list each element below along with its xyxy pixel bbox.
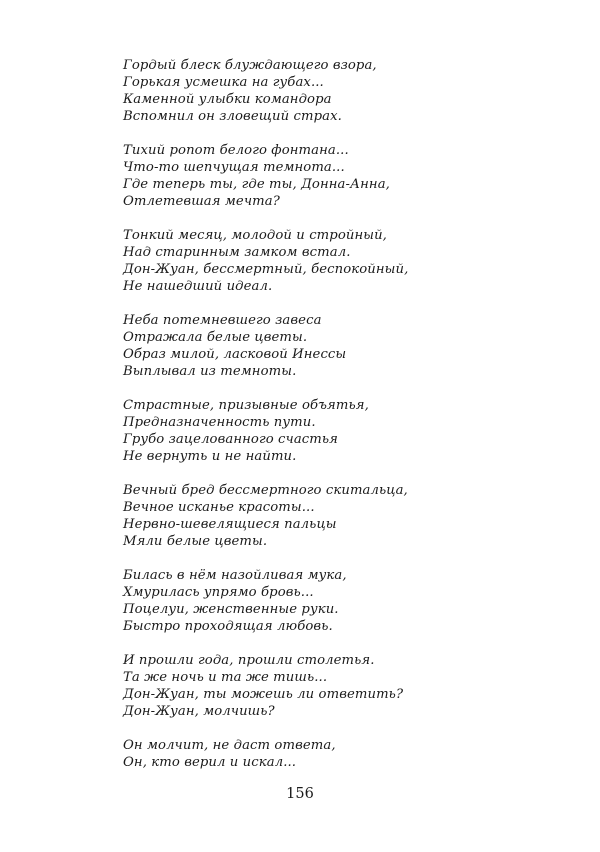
stanza-6 bbox=[123, 482, 563, 550]
poem-line: Билась в нём назойливая мука, bbox=[123, 568, 347, 583]
stanza-8 bbox=[123, 652, 563, 720]
poem-line: И прошли года, прошли столетья. bbox=[123, 653, 375, 668]
poem-line: Вечное исканье красоты... bbox=[123, 500, 315, 515]
poem-line: Где теперь ты, где ты, Донна-Анна, bbox=[123, 177, 390, 192]
poem bbox=[123, 57, 563, 771]
stanza-7 bbox=[123, 567, 563, 635]
poem-line: Грубо зацелованного счастья bbox=[123, 432, 339, 447]
poem-line: Поцелуи, женственные руки. bbox=[123, 602, 339, 617]
poem-line: Каменной улыбки командора bbox=[123, 92, 332, 107]
poem-line: Неба потемневшего завеса bbox=[123, 313, 322, 328]
poem-line: Отражала белые цветы. bbox=[123, 330, 308, 345]
poem-line: Дон-Жуан, ты можешь ли ответить? bbox=[123, 687, 404, 702]
poem-line: Вечный бред бессмертного скитальца, bbox=[123, 483, 408, 498]
poem-line: Мяли белые цветы. bbox=[123, 534, 268, 549]
poem-line: Отлетевшая мечта? bbox=[123, 194, 280, 209]
poem-line: Он, кто верил и искал... bbox=[123, 755, 297, 770]
poem-line: Тонкий месяц, молодой и стройный, bbox=[123, 228, 387, 243]
poem-line: Та же ночь и та же тишь... bbox=[123, 670, 328, 685]
poem-line: Не вернуть и не найти. bbox=[123, 449, 297, 464]
poem-line: Хмурилась упрямо бровь... bbox=[123, 585, 314, 600]
poem-line: Вспомнил он зловещий страх. bbox=[123, 109, 342, 124]
poem-line: Не нашедший идеал. bbox=[123, 279, 273, 294]
poem-line: Нервно-шевелящиеся пальцы bbox=[123, 517, 337, 532]
poem-line: Тихий ропот белого фонтана... bbox=[123, 143, 349, 158]
poem-line: Дон-Жуан, бессмертный, беспокойный, bbox=[123, 262, 409, 277]
poem-line: Горькая усмешка на губах... bbox=[123, 75, 324, 90]
stanza-4 bbox=[123, 312, 563, 380]
poem-line: Образ милой, ласковой Инессы bbox=[123, 347, 347, 362]
poem-line: Дон-Жуан, молчишь? bbox=[123, 704, 275, 719]
poem-line: Страстные, призывные объятья, bbox=[123, 398, 369, 413]
stanza-5 bbox=[123, 397, 563, 465]
poem-line: Над старинным замком встал. bbox=[123, 245, 351, 260]
poem-line: Он молчит, не даст ответа, bbox=[123, 738, 336, 753]
poem-line: Выплывал из темноты. bbox=[123, 364, 297, 379]
poem-line: Гордый блеск блуждающего взора, bbox=[123, 58, 377, 73]
poem-line: Предназначенность пути. bbox=[123, 415, 316, 430]
stanza-9 bbox=[123, 737, 563, 771]
poem-line: Быстро проходящая любовь. bbox=[123, 619, 333, 634]
stanza-2 bbox=[123, 142, 563, 210]
stanza-3 bbox=[123, 227, 563, 295]
poem-line: Что-то шепчущая темнота... bbox=[123, 160, 345, 175]
page-number: 156 bbox=[286, 786, 314, 802]
stanza-1 bbox=[123, 57, 563, 125]
